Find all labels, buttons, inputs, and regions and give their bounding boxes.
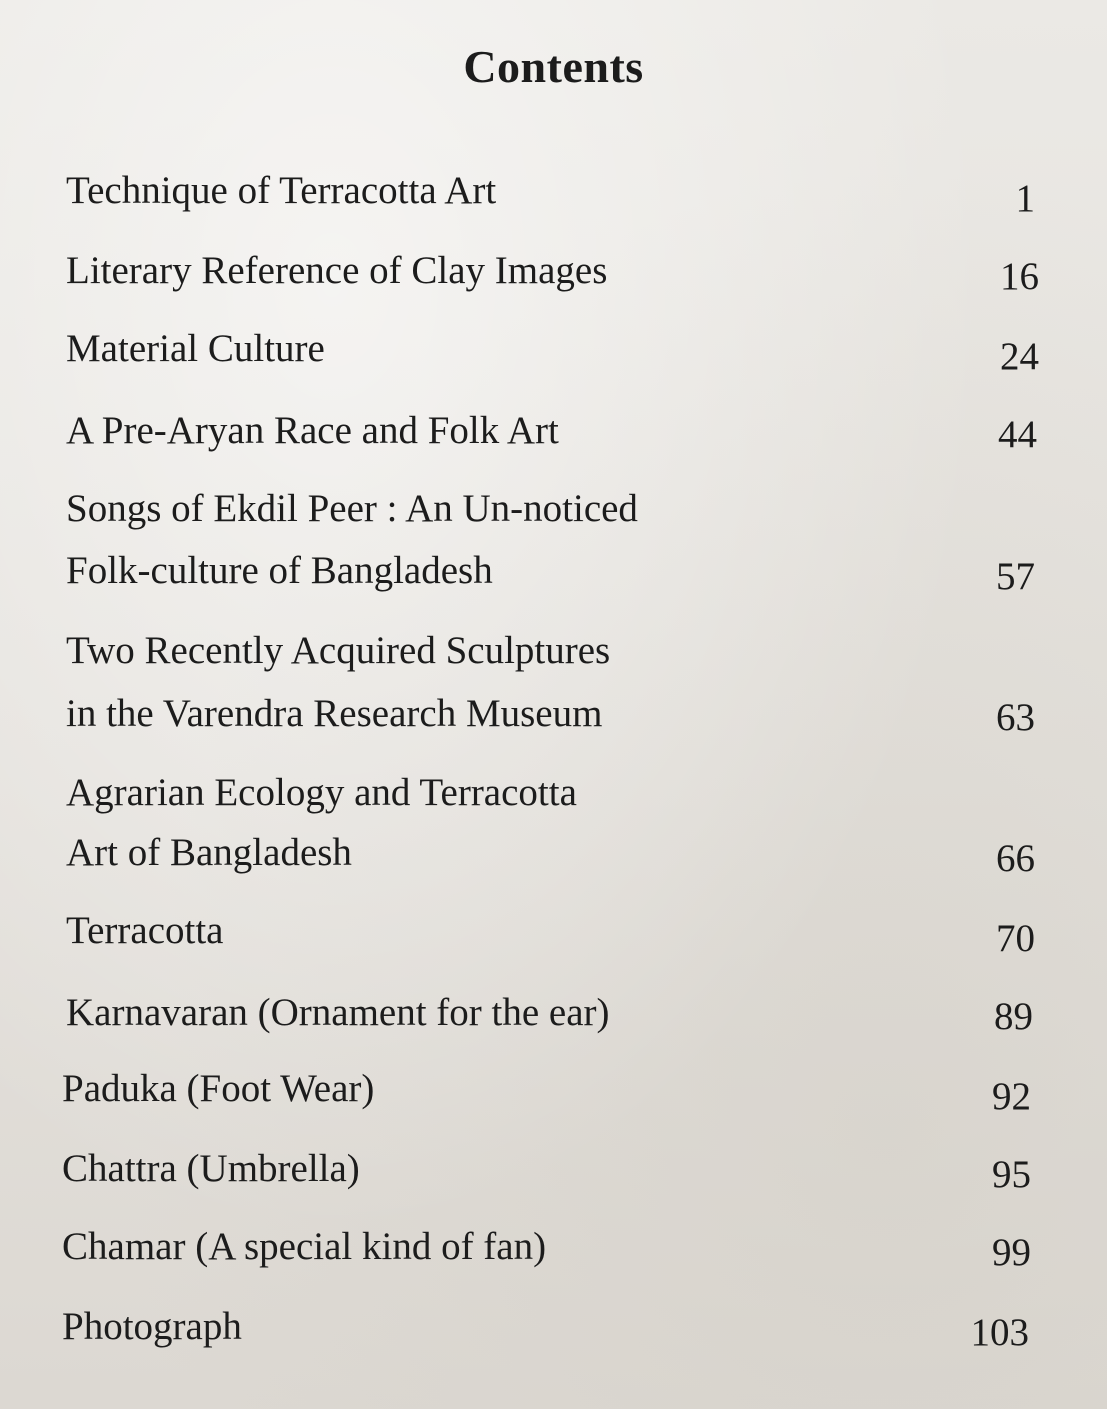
toc-entry-page: 1 bbox=[1015, 177, 1035, 220]
toc-entry-page: 70 bbox=[996, 917, 1035, 960]
toc-entry-title: A Pre-Aryan Race and Folk Art bbox=[66, 409, 559, 452]
toc-entry-title: Karnavaran (Ornament for the ear) bbox=[66, 991, 610, 1034]
toc-entry-title: Terracotta bbox=[66, 909, 224, 952]
toc-entry-page: 89 bbox=[994, 995, 1033, 1038]
toc-entry-title-line1: Two Recently Acquired Sculptures bbox=[66, 629, 611, 672]
page-title: Contents bbox=[463, 41, 644, 92]
toc-entry-title: Chamar (A special kind of fan) bbox=[62, 1225, 547, 1268]
toc-entry-title: Paduka (Foot Wear) bbox=[62, 1067, 375, 1110]
toc-entry-title-line2: Art of Bangladesh bbox=[66, 831, 352, 874]
toc-entry-title: Photograph bbox=[62, 1305, 242, 1348]
toc-entry-page: 92 bbox=[992, 1075, 1031, 1118]
toc-entry-title: Chattra (Umbrella) bbox=[62, 1147, 360, 1190]
toc-entry-title: Technique of Terracotta Art bbox=[66, 169, 497, 212]
toc-entry-page: 95 bbox=[992, 1153, 1031, 1196]
toc-entry-title-line1: Agrarian Ecology and Terracotta bbox=[66, 771, 577, 814]
toc-entry-title-line2: in the Varendra Research Museum bbox=[66, 692, 603, 735]
toc-entry-page: 57 bbox=[996, 555, 1035, 598]
toc-entry-page: 63 bbox=[996, 696, 1035, 739]
toc-entry-page: 99 bbox=[992, 1231, 1031, 1274]
toc-entry-title-line2: Folk-culture of Bangladesh bbox=[66, 549, 493, 592]
toc-entry-title: Material Culture bbox=[66, 327, 325, 370]
toc-entry-title-line1: Songs of Ekdil Peer : An Un-noticed bbox=[66, 487, 638, 530]
toc-entry-title: Literary Reference of Clay Images bbox=[66, 249, 608, 292]
toc-entry-page: 16 bbox=[1000, 255, 1039, 298]
toc-entry-page: 103 bbox=[970, 1311, 1029, 1354]
toc-entry-page: 66 bbox=[996, 837, 1035, 880]
toc-entry-page: 24 bbox=[1000, 335, 1039, 378]
toc-entry-page: 44 bbox=[998, 413, 1037, 456]
